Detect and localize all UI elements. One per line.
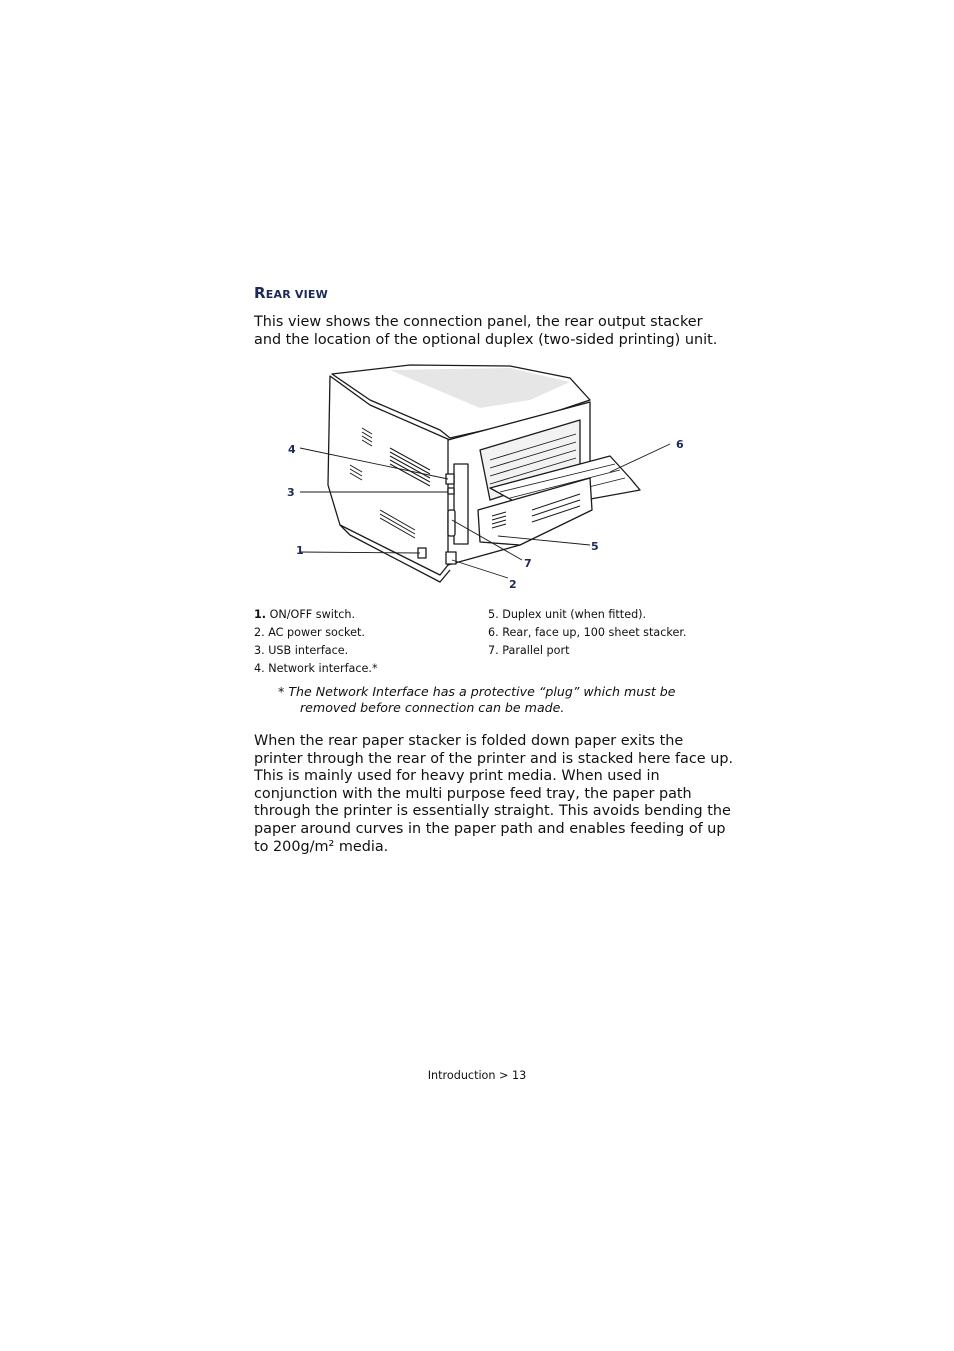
- body-paragraph: When the rear paper stacker is folded down paper exits the printer through the rear of the printer and is stacked here face up. This is mainly used for heavy print media. When used in conjunction with the multi purpose feed tray, the paper path through the printer is essentially straight. This avoids bending the paper around curves in the paper path and enables feeding of up to 200g/m² media.: [254, 733, 734, 855]
- legend-item-2: 2. AC power socket.: [254, 626, 365, 639]
- callout-7: 7: [524, 557, 532, 570]
- callout-4: 4: [288, 443, 296, 456]
- callout-6: 6: [676, 438, 684, 451]
- printer-rear-view-illustration: [280, 360, 700, 600]
- note-asterisk: *: [278, 684, 285, 699]
- legend-item-3: 3. USB interface.: [254, 644, 349, 657]
- callout-1: 1: [296, 544, 304, 557]
- connection-panel: [454, 464, 468, 544]
- legend-item-1-number: 1.: [254, 608, 267, 621]
- legend-right-column: [488, 606, 687, 660]
- heading-rest: EAR VIEW: [265, 288, 328, 301]
- legend-item-1: [254, 606, 378, 624]
- callout-3: 3: [287, 486, 295, 499]
- power-socket: [446, 552, 456, 564]
- network-interface-note: [278, 684, 718, 716]
- callout-2: 2: [509, 578, 517, 591]
- legend-item-1-text: ON/OFF switch.: [269, 608, 356, 621]
- page-footer: Introduction > 13: [427, 1069, 527, 1082]
- note-line-1: The Network Interface has a protective “plug” which must be: [288, 684, 676, 699]
- legend-item-7: 7. Parallel port: [488, 644, 570, 657]
- note-line-2: removed before connection can be made.: [300, 700, 565, 715]
- legend-item-6: 6. Rear, face up, 100 sheet stacker.: [488, 626, 687, 639]
- legend-left-column: [254, 606, 378, 678]
- legend-item-4: 4. Network interface.*: [254, 662, 378, 675]
- parallel-port: [448, 510, 455, 536]
- heading-initial: R: [254, 284, 266, 302]
- section-heading: [254, 284, 328, 302]
- callout-5: 5: [591, 540, 599, 553]
- intro-paragraph: This view shows the connection panel, the rear output stacker and the location of the optional duplex (two-sided printing) unit.: [254, 314, 718, 348]
- usb-port: [448, 488, 454, 494]
- legend-item-5: 5. Duplex unit (when fitted).: [488, 608, 647, 621]
